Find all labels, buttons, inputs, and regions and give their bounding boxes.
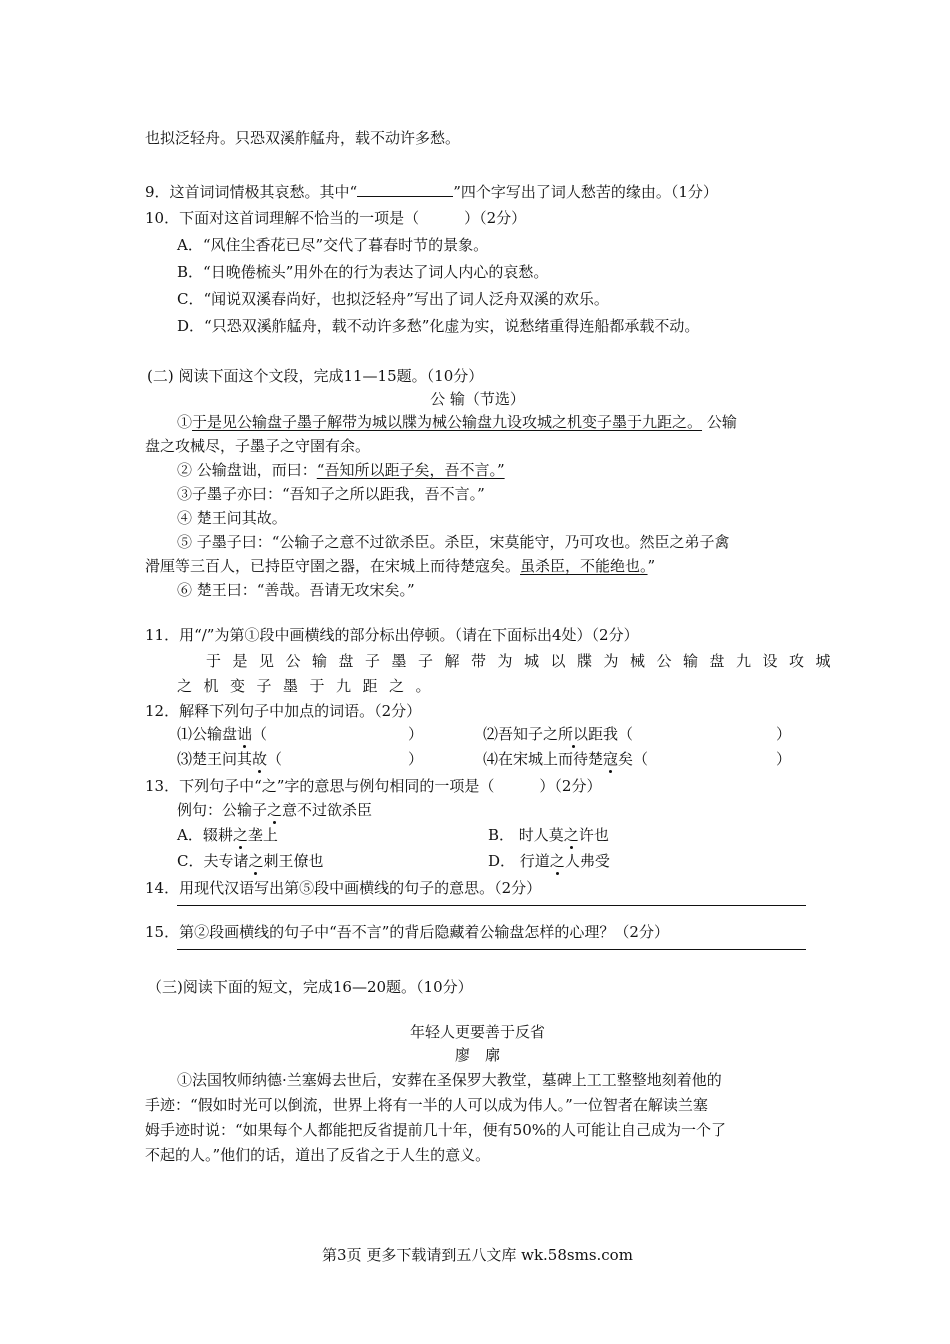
- question-11-stem: 11．用“/”为第①段中画横线的部分标出停顿。（请在下面标出4处）（2分）: [145, 626, 639, 644]
- q11-sentence-line-1: 于是见公输盘子墨子解带为城以牒为械公输盘九设攻城: [206, 652, 843, 670]
- q10-option-c: C．“闻说双溪春尚好，也拟泛轻舟”写出了词人泛舟双溪的欢乐。: [177, 290, 609, 308]
- passage-para-3: ③子墨子亦曰：“吾知子之所以距我，吾不言。”: [177, 485, 485, 503]
- q13-a-text: A．辍耕: [177, 826, 233, 844]
- q13-option-d: [488, 851, 610, 871]
- q13-a-dotted-word: 之: [232, 826, 248, 844]
- question-14-stem: 14．用现代汉语写出第⑤段中画横线的句子的意思。（2分）: [145, 879, 542, 897]
- q14-answer-line[interactable]: [177, 905, 806, 906]
- q13-option-b: [488, 825, 609, 845]
- q11-sentence-line-2: 之机变子墨于九距之。: [177, 677, 443, 695]
- article-title: 年轻人更要善于反省: [409, 1023, 545, 1041]
- passage-para-5-line-2: [145, 556, 655, 576]
- para-1-number: ①: [177, 413, 193, 431]
- q12-item-2-text: ⑵吾知子之: [483, 725, 559, 743]
- q13-d-dotted-word: 之: [549, 852, 565, 870]
- q13-b-text: B． 时人莫: [488, 826, 564, 844]
- q12-item-1-text: ⑴公输盘: [177, 725, 238, 743]
- question-9: [145, 182, 718, 202]
- q13-b-tail: 许也: [578, 826, 609, 844]
- passage-para-5-line-1: ⑤ 子墨子曰：“公输子之意不过欲杀臣。杀臣，宋莫能守，乃可攻也。然臣之弟子禽: [177, 533, 730, 551]
- passage-para-4: ④ 楚王问其故。: [177, 509, 287, 527]
- para-5-text: 滑厘等三百人，已持臣守圉之器，在宋城上而待楚寇矣。: [145, 557, 521, 575]
- q13-example-tail: 意不过欲杀臣: [282, 801, 373, 819]
- q13-c-tail: 刺王僚也: [263, 852, 324, 870]
- q12-item-4-text: ⑷在宋城上而待楚: [483, 750, 604, 768]
- q12-item-2-open: 距我（: [588, 725, 634, 743]
- q12-item-1-dotted-word: 诎: [237, 725, 253, 743]
- para-1-tail: 公输: [706, 413, 737, 431]
- passage-para-6: ⑥ 楚王曰：“善哉。吾请无攻宋矣。”: [177, 581, 415, 599]
- page-footer: 第3页 更多下载请到五八文库 wk.58sms.com: [322, 1246, 633, 1264]
- passage-para-2: [177, 460, 505, 480]
- q12-item-4-dotted-word: 寇: [603, 750, 619, 768]
- question-10-stem: 10．下面对这首词理解不恰当的一项是（ ）（2分）: [145, 209, 527, 227]
- q12-item-2-dotted-word: 所以: [558, 725, 589, 743]
- q10-option-b: B．“日晚倦梳头”用外在的行为表达了词人内心的哀愁。: [177, 263, 549, 281]
- poem-last-line: 也拟泛轻舟。只恐双溪舴艋舟，载不动许多愁。: [145, 129, 461, 147]
- q13-example-dotted-word: 之: [267, 801, 283, 819]
- section-3-heading: （三)阅读下面的短文，完成16—20题。（10分）: [147, 978, 473, 996]
- article-para-1-line-1: ①法国牧师纳德·兰塞姆去世后，安葬在圣保罗大教堂，墓碑上工工整整地刻着他的: [177, 1071, 722, 1089]
- q13-example: [177, 800, 372, 820]
- article-author: 廖 廓: [454, 1046, 500, 1064]
- q9-text-post: ”四个字写出了词人愁苦的缘由。（1分）: [453, 183, 718, 201]
- section-2-heading: (二) 阅读下面这个文段，完成11—15题。（10分）: [147, 367, 484, 385]
- q9-text-pre: 9．这首词词情极其哀愁。其中“: [145, 183, 358, 201]
- q12-item-1-open: （: [252, 725, 268, 743]
- question-12-stem: 12．解释下列句子中加点的词语。（2分）: [145, 702, 422, 720]
- q15-answer-line[interactable]: [177, 949, 806, 950]
- q13-c-text: C．夫专诸: [177, 852, 249, 870]
- q12-item-3-dotted-word: 故: [252, 750, 268, 768]
- section-2-title: 公 输（节选）: [430, 390, 525, 408]
- q13-d-text: D． 行道: [488, 852, 550, 870]
- question-15-stem: 15．第②段画横线的句子中“吾不言”的背后隐藏着公输盘怎样的心理？（2分）: [145, 923, 669, 941]
- q12-item-3-open: （: [267, 750, 283, 768]
- q12-item-3-text: ⑶楚王问其: [177, 750, 253, 768]
- q13-c-dotted-word: 之: [248, 852, 264, 870]
- q12-item-3: [177, 749, 282, 769]
- article-para-1-line-2: 手迹：“假如时光可以倒流，世界上将有一半的人可以成为伟人。”一位智者在解读兰塞: [145, 1096, 708, 1114]
- q10-option-a: A．“风住尘香花已尽”交代了暮春时节的景象。: [177, 236, 489, 254]
- q13-a-tail: 垄上: [247, 826, 278, 844]
- q10-option-d: D．“只恐双溪舴艋舟，载不动许多愁”化虚为实，说愁绪重得连船都承载不动。: [177, 317, 700, 335]
- q13-b-dotted-word: 之: [563, 826, 579, 844]
- q12-item-1-close: ）: [408, 725, 424, 743]
- q13-d-tail: 人弗受: [564, 852, 610, 870]
- article-para-1-line-4: 不起的人。”他们的话，道出了反省之于人生的意义。: [145, 1146, 491, 1164]
- q13-option-c: [177, 851, 324, 871]
- q12-item-4-open: 矣（: [618, 750, 649, 768]
- q12-item-4: [483, 749, 648, 769]
- article-para-1-line-3: 姆手迹时说：“如果每个人都能把反省提前几十年，便有50%的人可能让自己成为一个了: [145, 1121, 727, 1139]
- q12-item-2-close: ）: [776, 725, 792, 743]
- para-1-underlined-sentence: 于是见公输盘子墨子解带为城以牒为械公输盘九设攻城之机变子墨于九距之。: [192, 413, 703, 431]
- passage-para-1-line-2: 盘之攻械尽，子墨子之守圉有余。: [145, 437, 371, 455]
- para-5-underlined-sentence: 虽杀臣，不能绝也。: [520, 557, 648, 575]
- para-2-underlined-quote: “吾知所以距子矣，吾不言。”: [316, 461, 505, 479]
- para-2-text: ② 公输盘诎，而曰：: [177, 461, 317, 479]
- q12-item-4-close: ）: [776, 750, 792, 768]
- q12-item-2: [483, 724, 633, 744]
- q13-option-a: [177, 825, 278, 845]
- q9-answer-blank[interactable]: [357, 182, 453, 197]
- q12-item-3-close: ）: [408, 750, 424, 768]
- passage-para-1-line-1: [177, 412, 737, 432]
- q12-item-1: [177, 724, 267, 744]
- q13-example-text: 例句：公输子: [177, 801, 268, 819]
- para-5-close-quote: ”: [647, 557, 656, 575]
- question-13-stem: 13．下列句子中“之”字的意思与例句相同的一项是（ ）（2分）: [145, 777, 602, 795]
